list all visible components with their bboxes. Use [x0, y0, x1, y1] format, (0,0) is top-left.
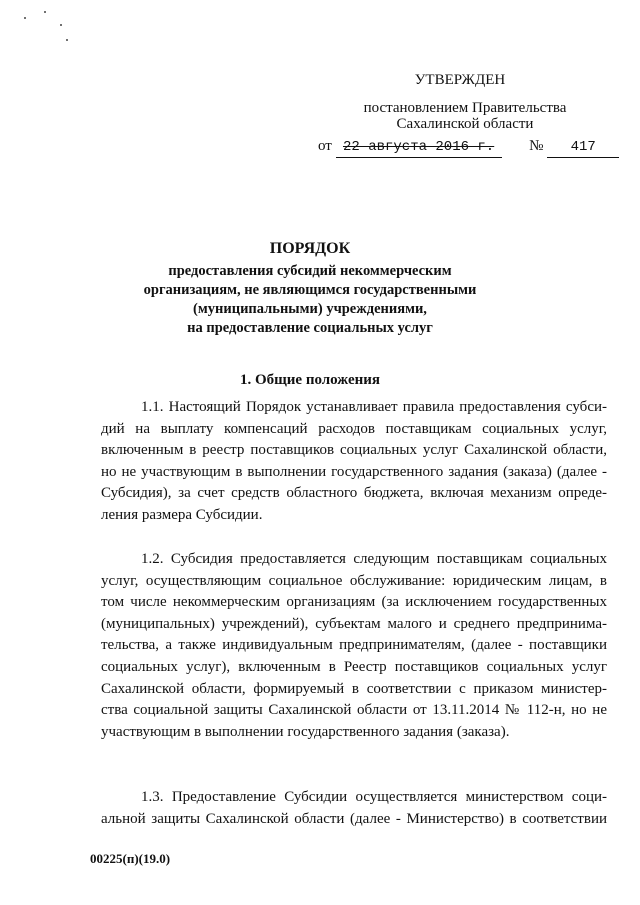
subtitle-line: на предоставление социальных услуг	[187, 320, 433, 336]
paragraph-1-3	[101, 787, 607, 830]
approval-date-row	[318, 136, 608, 158]
from-label: от	[318, 138, 332, 154]
approval-line-2: Сахалинской области	[396, 116, 534, 132]
text-line: 1.2. Субсидия предоставляется следующим поставщикам социальных	[141, 551, 607, 567]
text-line: но не участвующим в выполнении государственного задания (заказа) (далее -	[101, 463, 607, 480]
text-line: 1.1. Настоящий Порядок устанавливает правила предоставления субси-	[141, 399, 607, 415]
paragraph-1-1	[101, 397, 607, 527]
text-line: включенным в реестр поставщиков социальных услуг Сахалинской области,	[101, 442, 607, 459]
document-subtitle	[100, 262, 520, 338]
subtitle-line: предоставления субсидий некоммерческим	[168, 263, 452, 279]
section-title: 1. Общие положения	[239, 372, 381, 388]
footer-code: 00225(п)(19.0)	[90, 851, 171, 866]
number-label: №	[529, 138, 544, 154]
approval-date: 22 августа 2016 г.	[336, 137, 502, 158]
text-line: услуг, осуществляющим социальное обслуживание: юридическим лицам, в	[101, 572, 607, 589]
scan-speck	[60, 24, 62, 26]
text-line: Сахалинской области, формируемый в соответствии с приказом министер-	[101, 680, 607, 697]
text-line: участвующим в выполнении государственного задания (заказа).	[101, 723, 510, 740]
text-line: 1.3. Предоставление Субсидии осуществляется министерством соци-	[141, 789, 607, 805]
text-line: тельства, а также индивидуальным предпринимателям, (далее - поставщики	[101, 637, 607, 654]
subtitle-line: организациям, не являющимся государственными	[143, 282, 477, 298]
text-line: Субсидия), за счет средств областного бюджета, включая механизм опреде-	[101, 485, 607, 502]
text-line: дий на выплату компенсаций расходов поставщикам социальных услуг,	[101, 420, 607, 437]
scan-speck	[66, 39, 68, 41]
approval-line-1: постановлением Правительства	[363, 100, 567, 116]
text-line: социальных услуг), включенным в Реестр поставщиков социальных услуг	[101, 658, 607, 675]
paragraph-1-2	[101, 549, 607, 743]
document-title: ПОРЯДОК	[269, 240, 351, 257]
text-line: том числе некоммерческим организациям (за исключением государственных	[101, 594, 607, 611]
text-line: ства социальной защиты Сахалинской области от 13.11.2014 № 112-н, но не	[101, 702, 607, 719]
approval-title: УТВЕРЖДЕН	[414, 72, 506, 88]
scan-speck	[24, 17, 26, 19]
text-line: альной защиты Сахалинской области (далее - Министерство) в соответствии	[101, 810, 607, 827]
scan-speck	[44, 11, 46, 13]
text-line: (муниципальных) учреждений), субъектам малого и среднего предпринима-	[101, 615, 607, 632]
subtitle-line: (муниципальными) учреждениями,	[193, 301, 427, 317]
text-line: ления размера Субсидии.	[101, 506, 263, 523]
approval-number: 417	[547, 137, 619, 158]
